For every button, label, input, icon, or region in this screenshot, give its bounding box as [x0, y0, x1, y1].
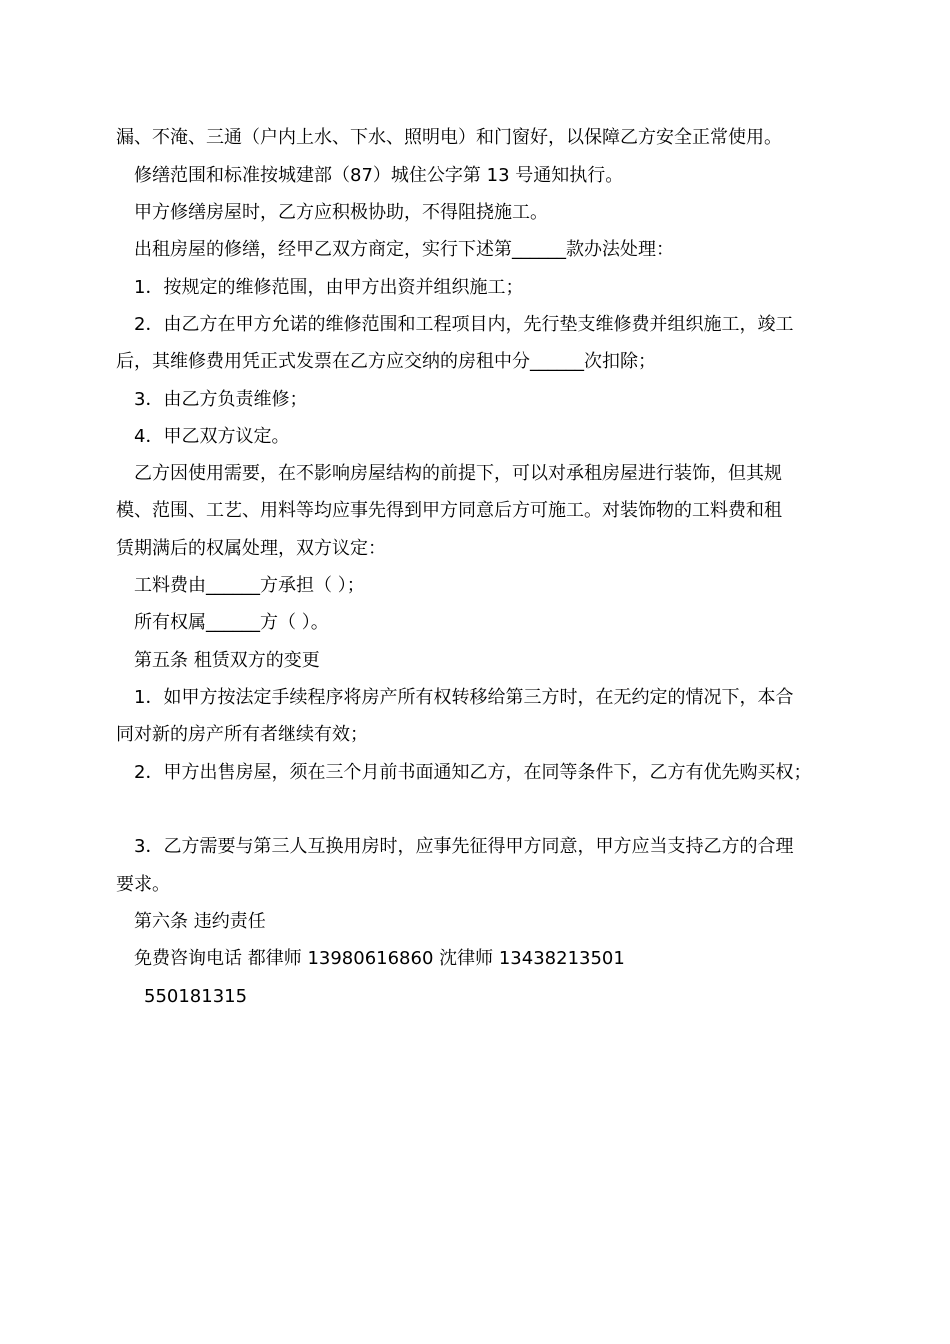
- section-heading: 第五条 租赁双方的变更: [134, 650, 320, 671]
- list-item-line: 3．由乙方负责维修；: [134, 389, 308, 410]
- list-item-line: 2．甲方出售房屋，须在三个月前书面通知乙方，在同等条件下，乙方有优先购买权；: [134, 762, 812, 783]
- list-item-line: 1．如甲方按法定手续程序将房产所有权转移给第三方时，在无约定的情况下，本合: [134, 687, 794, 708]
- list-item-line: 3．乙方需要与第三人互换用房时，应事先征得甲方同意，甲方应当支持乙方的合理: [134, 836, 794, 857]
- paragraph-line: 模、范围、工艺、用料等均应事先得到甲方同意后方可施工。对装饰物的工料费和租: [116, 500, 782, 521]
- paragraph-line: 出租房屋的修缮，经甲乙双方商定，实行下述第______款办法处理：: [134, 239, 674, 260]
- list-item-line: 1．按规定的维修范围，由甲方出资并组织施工；: [134, 277, 524, 298]
- paragraph-line: 漏、不淹、三通（户内上水、下水、照明电）和门窗好，以保障乙方安全正常使用。: [116, 127, 782, 148]
- paragraph-line: 工料费由______方承担（ ）；: [134, 575, 365, 596]
- contact-line: 免费咨询电话 都律师 13980616860 沈律师 13438213501: [134, 948, 625, 969]
- contact-number: 550181315: [144, 986, 248, 1007]
- list-item-line: 4．甲乙双方议定。: [134, 426, 290, 447]
- paragraph-line: 修缮范围和标准按城建部（87）城住公字第 13 号通知执行。: [134, 165, 624, 186]
- paragraph-line: 乙方因使用需要，在不影响房屋结构的前提下，可以对承租房屋进行装饰，但其规: [134, 463, 782, 484]
- section-heading: 第六条 违约责任: [134, 911, 266, 932]
- paragraph-line: 赁期满后的权属处理，双方议定：: [116, 538, 386, 559]
- paragraph-line: 甲方修缮房屋时，乙方应积极协助，不得阻挠施工。: [134, 202, 548, 223]
- list-item-line: 2．由乙方在甲方允诺的维修范围和工程项目内，先行垫支维修费并组织施工，竣工: [134, 314, 794, 335]
- paragraph-line: 所有权属______方（ ）。: [134, 612, 329, 633]
- list-item-line: 同对新的房产所有者继续有效；: [116, 724, 368, 745]
- list-item-line: 后，其维修费用凭正式发票在乙方应交纳的房租中分______次扣除；: [116, 351, 656, 372]
- list-item-line: 要求。: [116, 874, 170, 895]
